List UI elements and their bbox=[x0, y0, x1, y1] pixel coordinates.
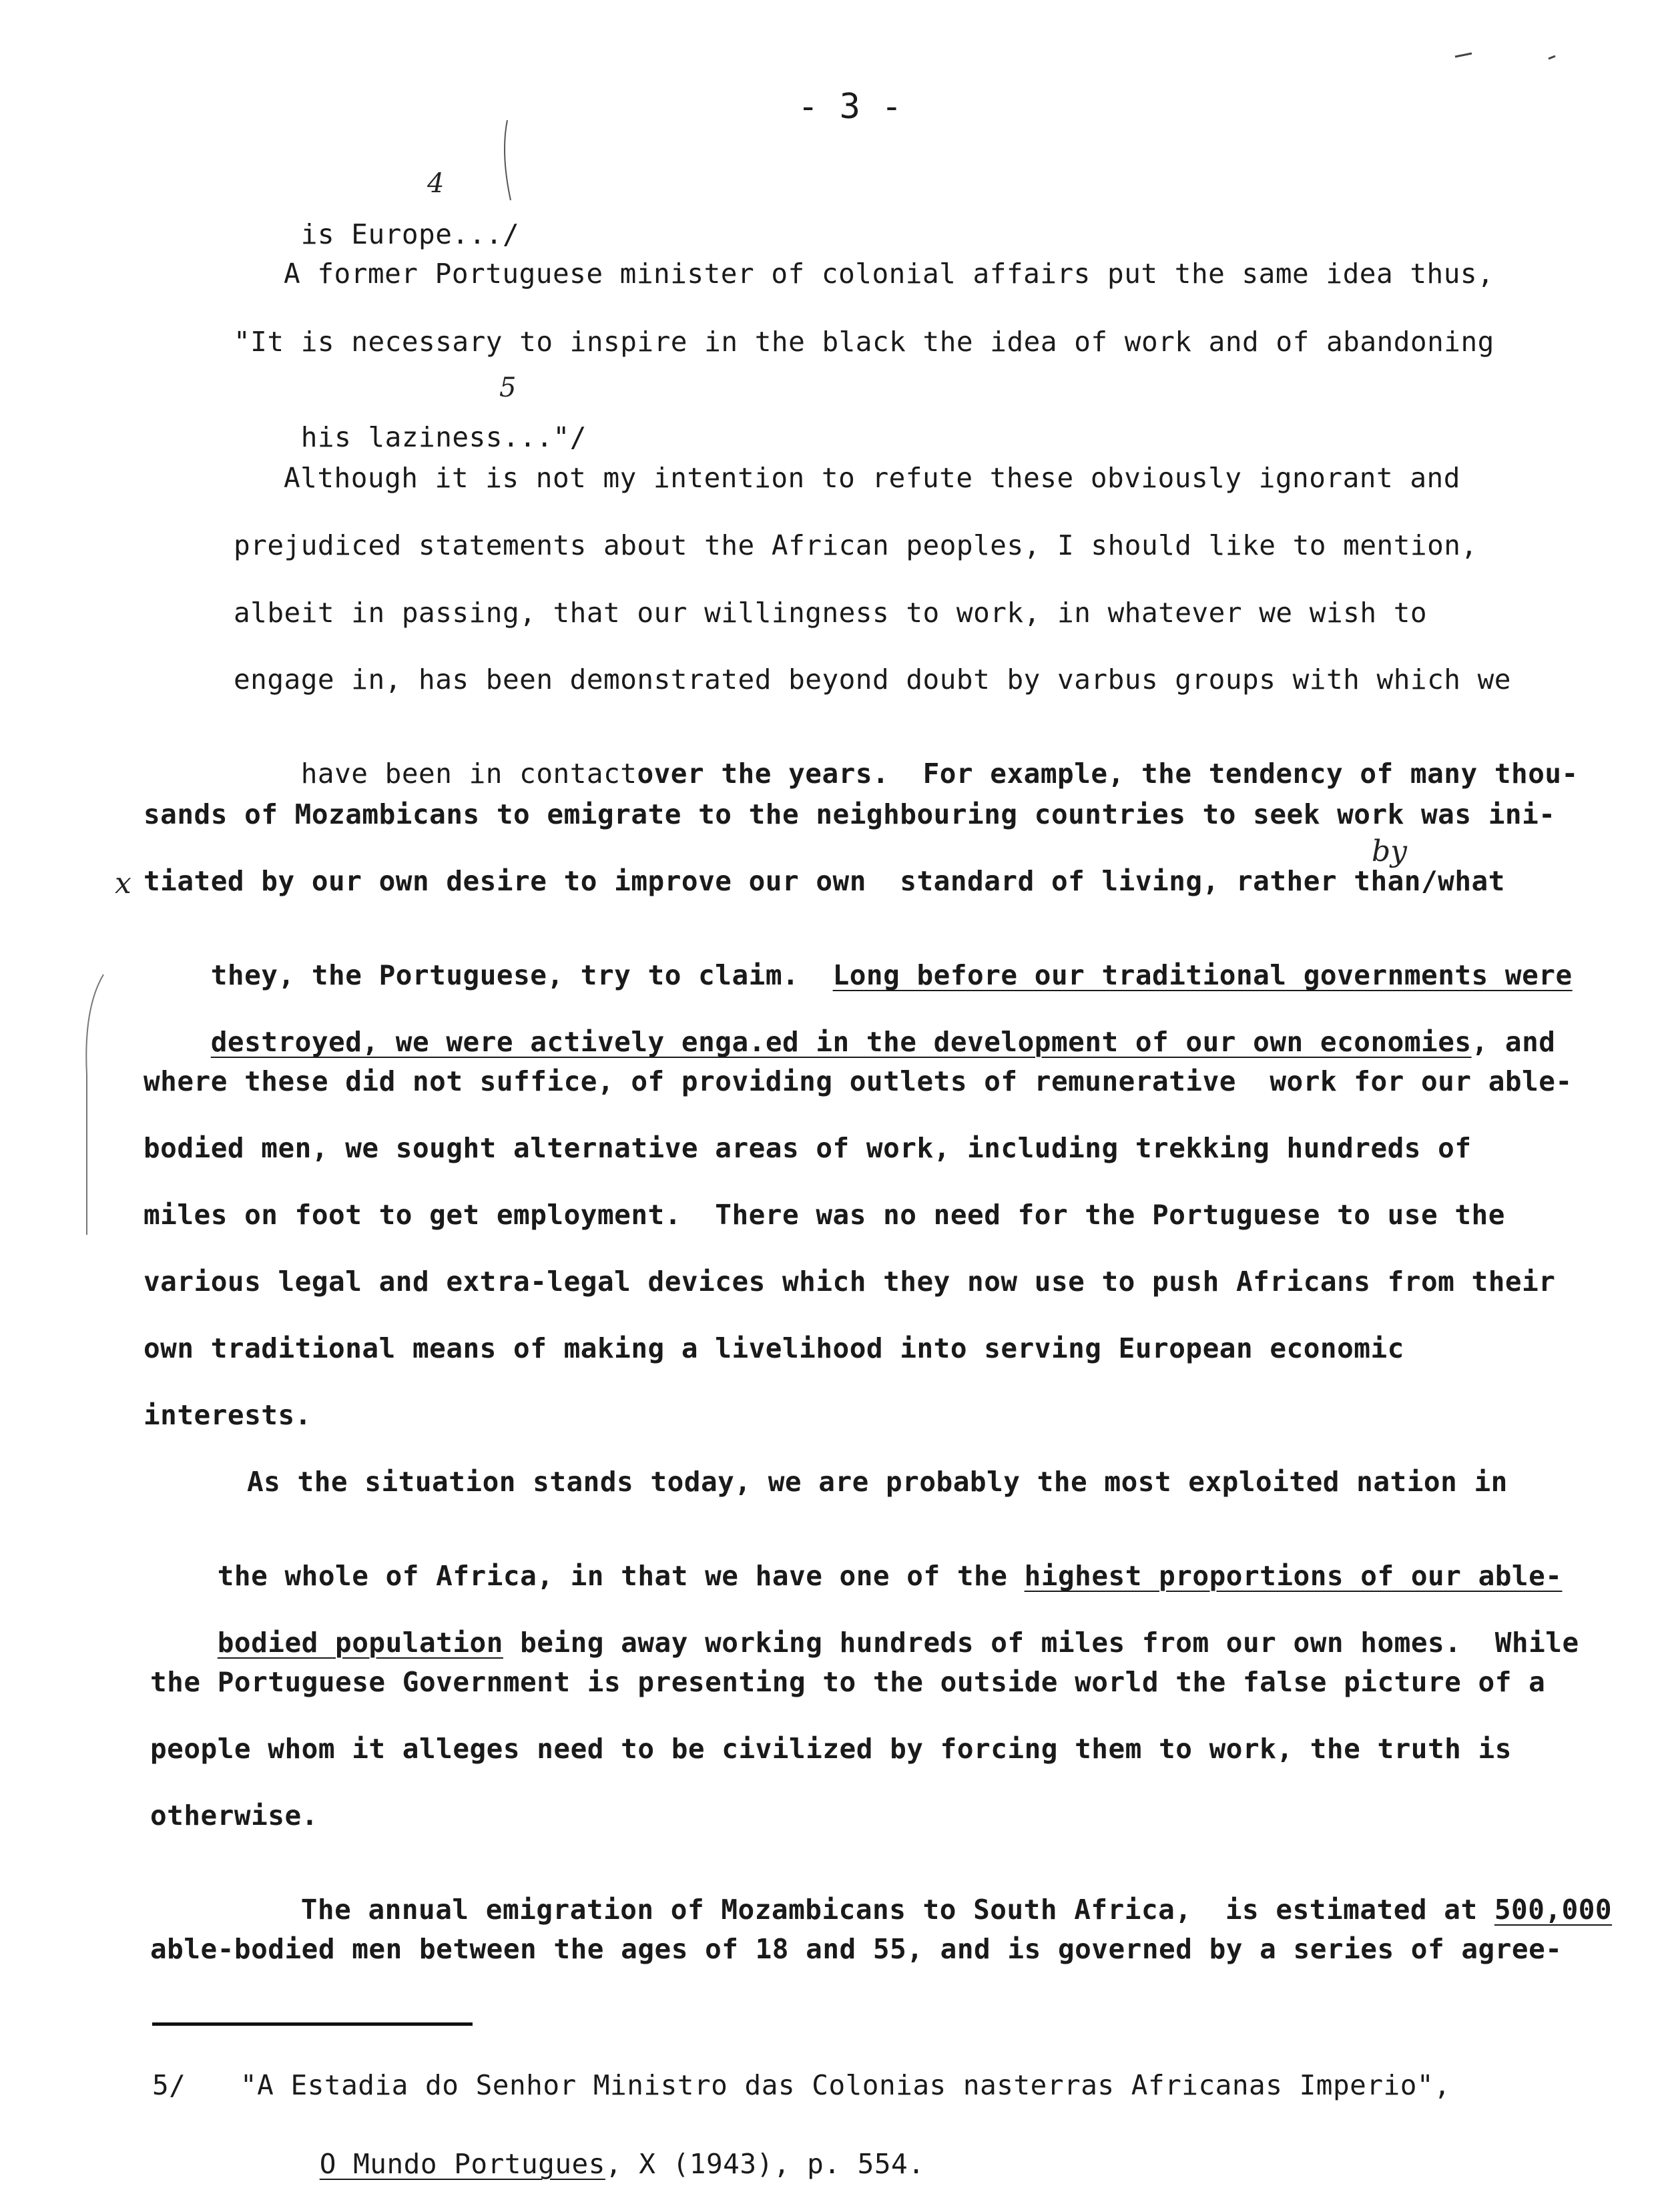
footnote-reference: 4 bbox=[427, 168, 445, 199]
text-line: destroyed, we were actively enga.ed in the development of our own economies, and bbox=[210, 1026, 1556, 1058]
text-line: Although it is not my intention to refute these obviously ignorant and bbox=[284, 462, 1460, 494]
text-line: is Europe.../ bbox=[300, 218, 520, 250]
footnote-line: O Mundo Portugues, X (1943), p. 554. bbox=[319, 2148, 925, 2180]
text-line: A former Portuguese minister of colonial affairs put the same idea thus, bbox=[284, 258, 1494, 290]
text-line: the Portuguese Government is presenting to the outside world the false picture of a bbox=[150, 1666, 1546, 1698]
footnote-number: 5/ bbox=[152, 2069, 186, 2101]
text-line: tiated by our own desire to improve our own standard of living, rather than/what bbox=[144, 865, 1505, 897]
footnote-rule bbox=[152, 2022, 473, 2026]
pencil-mark bbox=[481, 113, 534, 207]
text-line: albeit in passing, that our willingness to work, in whatever we wish to bbox=[234, 597, 1428, 629]
text-line: The annual emigration of Mozambicans to South Africa, is estimated at 500,000 bbox=[300, 1894, 1613, 1926]
footnote-line: "A Estadia do Senhor Ministro das Colonias nasterras Africanas Imperio", bbox=[240, 2069, 1451, 2101]
text-line: bodied men, we sought alternative areas of work, including trekking hundreds of bbox=[144, 1132, 1472, 1164]
text-line: As the situation stands today, we are probably the most exploited nation in bbox=[247, 1466, 1508, 1498]
text-line: various legal and extra-legal devices which they now use to push Africans from their bbox=[144, 1266, 1556, 1298]
text-line: able-bodied men between the ages of 18 and 55, and is governed by a series of agree- bbox=[150, 1933, 1563, 1965]
text-line: people whom it alleges need to be civilized by forcing them to work, the truth is bbox=[150, 1733, 1512, 1765]
text-line: engage in, has been demonstrated beyond doubt by varbus groups with which we bbox=[234, 663, 1511, 696]
margin-x-mark: x bbox=[115, 866, 131, 900]
text-line: have been in contactover the years. For example, the tendency of many thou- bbox=[300, 758, 1579, 790]
handwritten-insert: by bbox=[1372, 834, 1408, 868]
footnote-reference: 5 bbox=[499, 372, 517, 403]
text-line: interests. bbox=[144, 1399, 312, 1431]
text-line: otherwise. bbox=[150, 1800, 318, 1832]
text-line: where these did not suffice, of providing outlets of remunerative work for our able- bbox=[144, 1065, 1573, 1097]
margin-bracket-mark bbox=[73, 968, 113, 1248]
pencil-mark bbox=[1435, 47, 1569, 67]
text-line: "It is necessary to inspire in the black the idea of work and of abandoning bbox=[234, 326, 1494, 358]
page-number: - 3 - bbox=[798, 87, 902, 127]
text-line: they, the Portuguese, try to claim. Long before our traditional governments were bbox=[210, 959, 1573, 991]
text-line: prejudiced statements about the African peoples, I should like to mention, bbox=[234, 529, 1478, 561]
text-line: his laziness..."/ bbox=[300, 421, 587, 453]
text-line: miles on foot to get employment. There was no need for the Portuguese to use the bbox=[144, 1199, 1505, 1231]
text-line: sands of Mozambicans to emigrate to the neighbouring countries to seek work was ini- bbox=[144, 798, 1556, 830]
text-line: own traditional means of making a livelihood into serving European economic bbox=[144, 1332, 1404, 1364]
text-line: the whole of Africa, in that we have one of the highest proportions of our able- bbox=[217, 1560, 1563, 1592]
text-line: bodied population being away working hundreds of miles from our own homes. While bbox=[217, 1627, 1579, 1659]
